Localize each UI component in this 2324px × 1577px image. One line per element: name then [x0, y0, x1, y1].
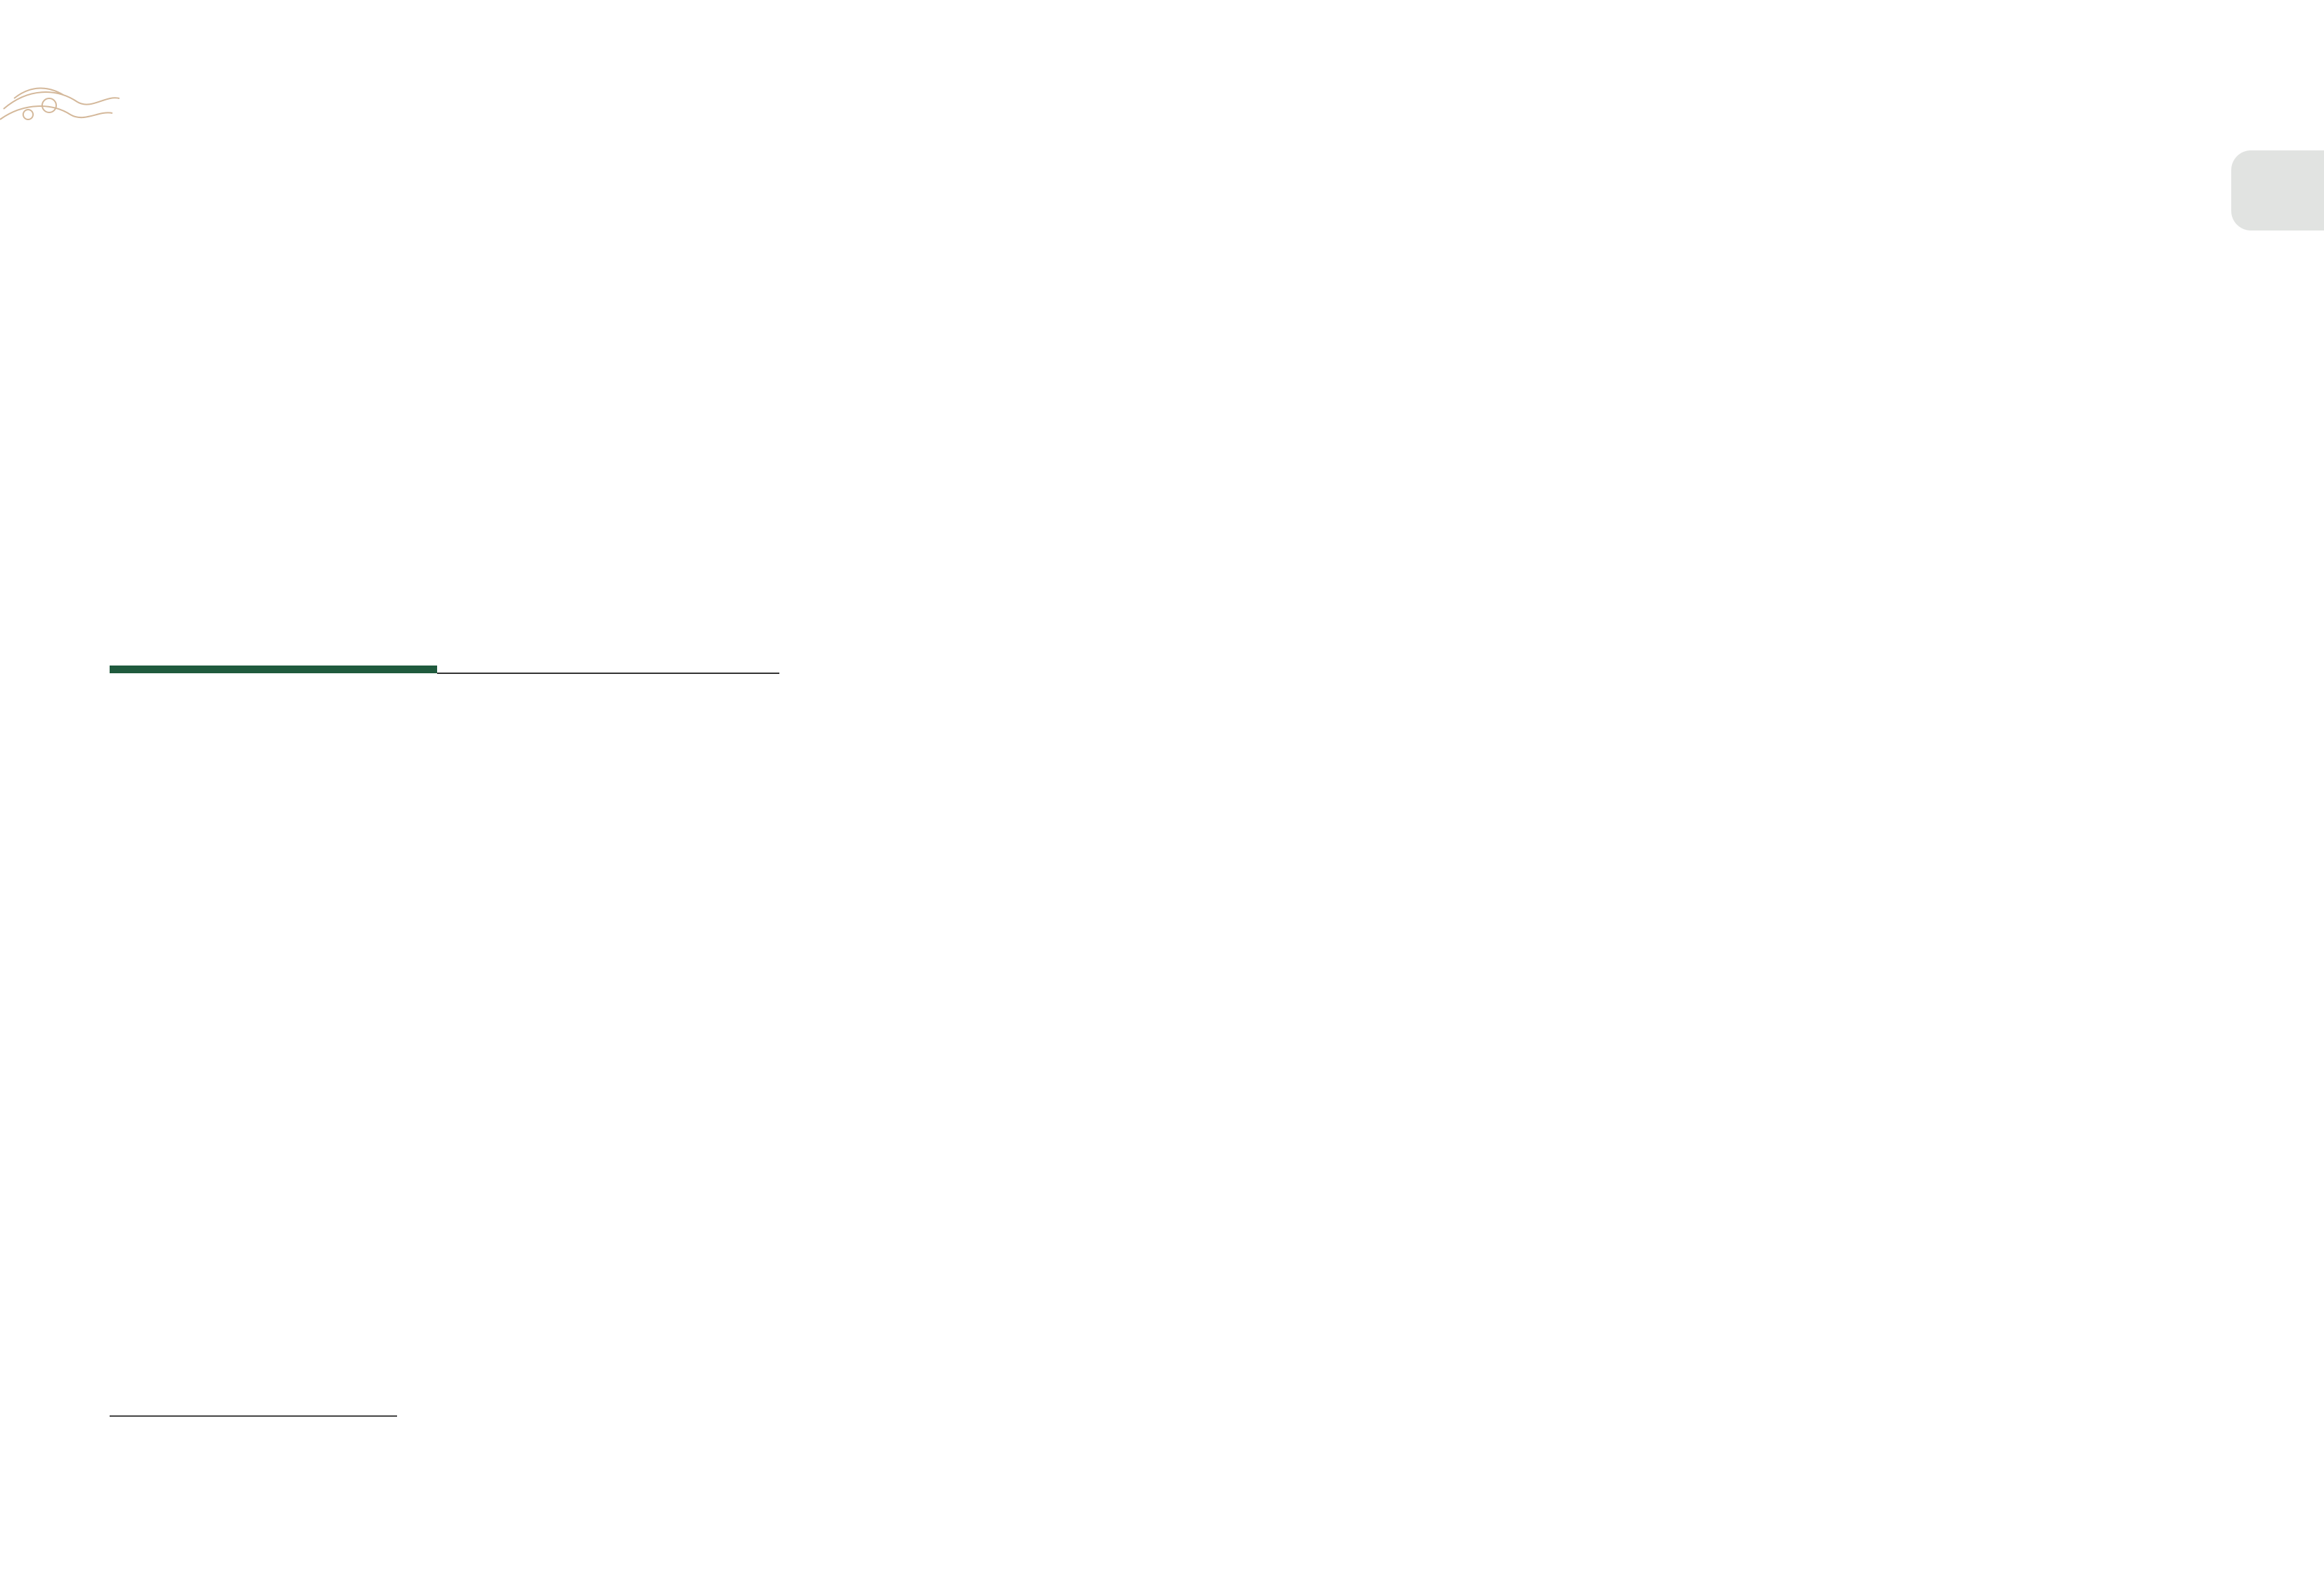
footnote	[110, 1430, 1016, 1448]
abstract-cn	[110, 148, 1009, 247]
footnote-rule	[110, 1415, 397, 1417]
chapter-tab[interactable]	[2231, 150, 2324, 231]
phylogeny-figure	[1316, 565, 2214, 1447]
section-rule	[437, 673, 779, 674]
subsection-1-1-heading	[110, 880, 120, 911]
section-bar	[110, 666, 437, 673]
header-ornament	[0, 67, 211, 130]
subsection-1-2-heading	[110, 1214, 120, 1245]
